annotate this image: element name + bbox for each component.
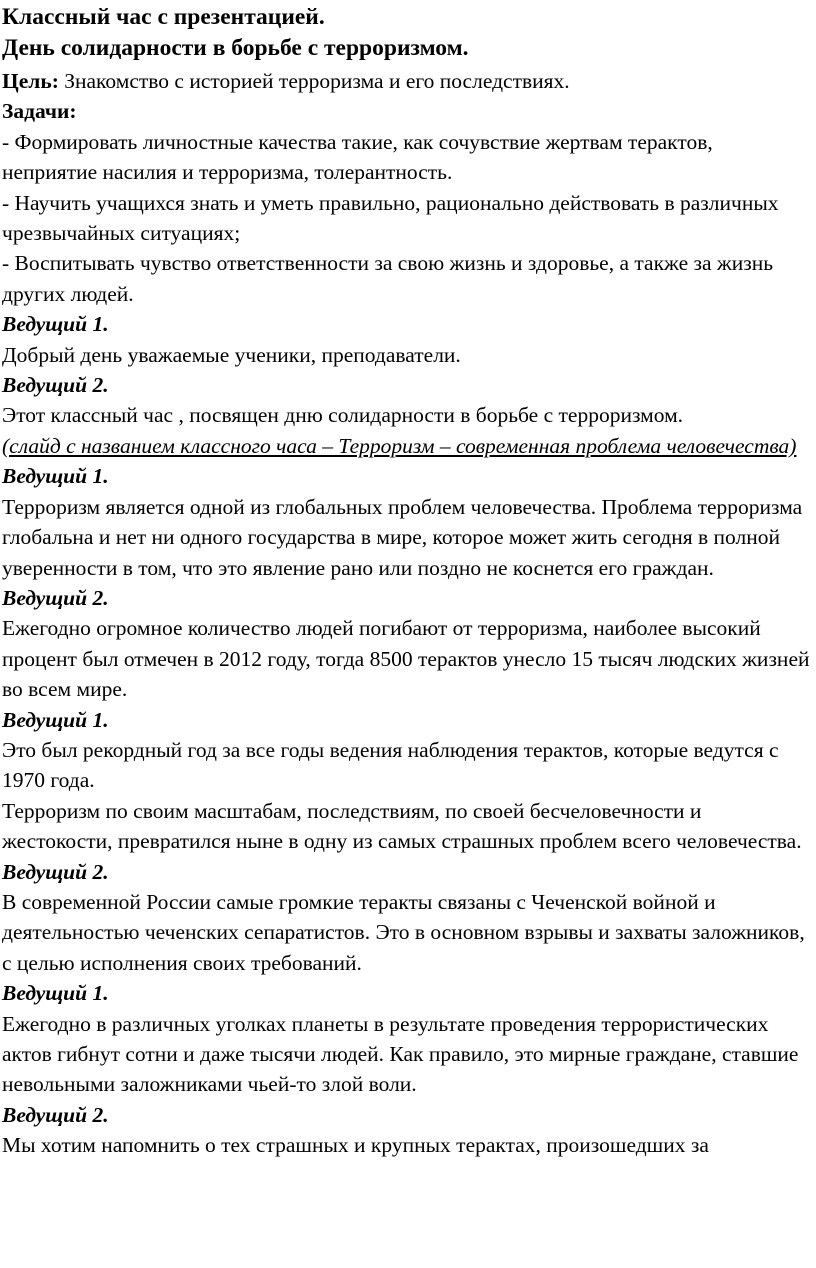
speaker-label: Ведущий 2.: [2, 1102, 109, 1127]
document-title-line2: День солидарности в борьбе с терроризмом.: [2, 35, 469, 61]
speaker-text: Это был рекордный год за все годы ведения наблюдения терактов, которые ведутся с 1970 года.: [2, 737, 779, 793]
task-item: - Формировать личностные качества такие, как сочувствие жертвам терактов, неприятие насилия и терроризма, толерантность.: [2, 129, 713, 185]
goal-label: Цель:: [2, 69, 59, 93]
speaker-label: Ведущий 1.: [2, 981, 109, 1006]
speaker-text: Ежегодно в различных уголках планеты в результате проведения террористических актов гибнут сотни и даже тысячи людей. Как правило, это мирные граждане, ставшие невольными заложниками чьей-то злой воли.: [2, 1011, 799, 1097]
speaker-label: Ведущий 1.: [2, 312, 109, 337]
speaker-label: Ведущий 2.: [2, 585, 109, 610]
slide-note: (слайд с названием классного часа – Терроризм – современная проблема человечества): [2, 433, 797, 458]
speaker-text: Ежегодно огромное количество людей погибают от терроризма, наиболее высокий процент был отмечен в 2012 году, тогда 8500 терактов унесло 15 тысяч людских жизней во всем мире.: [2, 616, 810, 702]
speaker-text: Добрый день уважаемые ученики, преподаватели.: [2, 342, 461, 367]
speaker-text: Этот классный час , посвящен дню солидарности в борьбе с терроризмом.: [2, 403, 684, 428]
goal-text: Знакомство с историей терроризма и его последствиях.: [58, 69, 570, 93]
tasks-label: Задачи:: [2, 99, 77, 124]
speaker-text: В современной России самые громкие теракты связаны с Чеченской войной и деятельностью чеченских сепаратистов. Это в основном взрывы и захваты заложников, с целью исполнения своих требований.: [2, 889, 805, 975]
speaker-label: Ведущий 2.: [2, 859, 109, 884]
speaker-label: Ведущий 2.: [2, 373, 109, 398]
speaker-text: Терроризм является одной из глобальных проблем человечества. Проблема терроризма глобальна и нет ни одного государства в мире, которое может жить сегодня в полной уверенности в том, что это явление рано или поздно не коснется его граждан.: [2, 494, 803, 580]
task-item: - Воспитывать чувство ответственности за свою жизнь и здоровье, а также за жизнь других людей.: [2, 251, 774, 306]
task-item: - Научить учащихся знать и уметь правильно, рационально действовать в различных чрезвычайных ситуациях;: [2, 190, 779, 246]
speaker-text: Мы хотим напомнить о тех страшных и крупных терактах, произошедших за: [2, 1133, 709, 1158]
speaker-label: Ведущий 1.: [2, 707, 109, 732]
speaker-text: Терроризм по своим масштабам, последствиям, по своей бесчеловечности и жестокости, превратился ныне в одну из самых страшных проблем всего человечества.: [2, 798, 802, 854]
speaker-label: Ведущий 1.: [2, 464, 109, 489]
goal-paragraph: [2, 66, 810, 96]
document-title-line1: Классный час с презентацией.: [2, 4, 325, 30]
